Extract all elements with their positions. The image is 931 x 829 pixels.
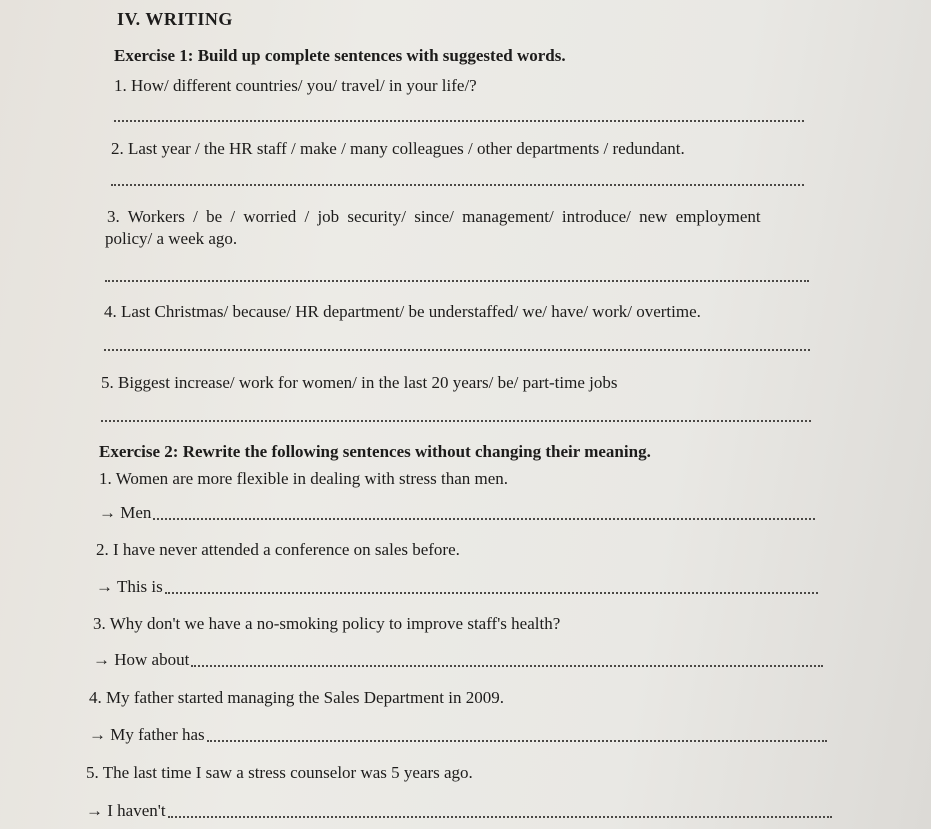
rewrite-blank-2[interactable] [165,592,818,594]
answer-line-2[interactable] [111,184,804,186]
exercise-1-item-4: 4. Last Christmas/ because/ HR department/ be understaffed/ we/ have/ work/ overtime. [104,302,701,321]
rewrite-blank-5[interactable] [168,816,832,818]
rewrite-prompt-2: → This is [96,577,163,596]
exercise-1-title: Exercise 1: Build up complete sentences with suggested words. [114,46,566,65]
exercise-1-item-1: 1. How/ different countries/ you/ travel/ in your life/? [114,76,477,95]
rewrite-row-4[interactable] [89,725,827,745]
rewrite-row-5[interactable] [86,801,832,821]
rewrite-row-1[interactable] [99,503,815,523]
rewrite-prompt-5: → I haven't [86,801,166,820]
exercise-2-item-2: 2. I have never attended a conference on sales before. [96,540,460,559]
exercise-1-item-5: 5. Biggest increase/ work for women/ in the last 20 years/ be/ part-time jobs [101,373,618,392]
rewrite-blank-4[interactable] [207,740,827,742]
rewrite-row-3[interactable] [93,650,823,670]
exercise-2-item-1: 1. Women are more flexible in dealing with stress than men. [99,469,509,488]
exercise-2-title: Exercise 2: Rewrite the following sentences without changing their meaning. [99,442,651,461]
exercise-1-item-3: 3. Workers / be / worried / job security/ since/ management/ introduce/ new employment [107,207,761,226]
exercise-1-item-3-cont: policy/ a week ago. [105,229,238,248]
exercise-2-item-4: 4. My father started managing the Sales Department in 2009. [89,688,504,707]
rewrite-row-2[interactable] [96,577,818,597]
exercise-1-item-2: 2. Last year / the HR staff / make / many colleagues / other departments / redundant. [111,139,685,158]
rewrite-prompt-4: → My father has [89,725,205,744]
rewrite-blank-3[interactable] [191,665,823,667]
rewrite-blank-1[interactable] [153,518,815,520]
section-heading: IV. WRITING [117,9,233,29]
answer-line-4[interactable] [104,349,810,351]
answer-line-1[interactable] [114,120,804,122]
exercise-2-item-3: 3. Why don't we have a no-smoking policy to improve staff's health? [93,614,561,633]
answer-line-3[interactable] [105,280,809,282]
exercise-2-item-5: 5. The last time I saw a stress counselor was 5 years ago. [86,763,473,782]
rewrite-prompt-3: → How about [93,650,190,669]
rewrite-prompt-1: → Men [99,503,152,522]
answer-line-5[interactable] [101,420,811,422]
